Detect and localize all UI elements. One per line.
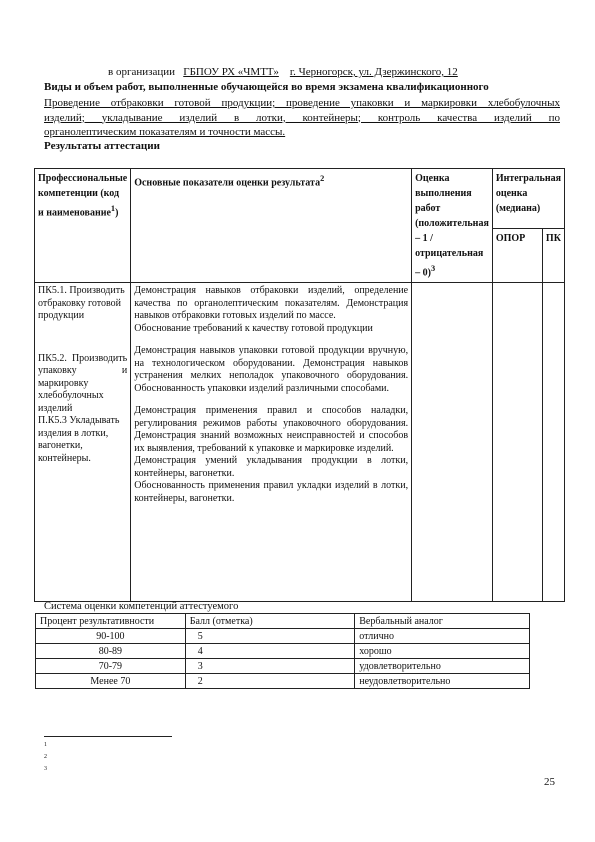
page-number: 25 <box>544 776 555 788</box>
org-name: ГБПОУ РХ «ЧМТТ» <box>183 66 279 78</box>
competence-cell <box>35 283 131 602</box>
header-assessment: Оценка выполнения работ (положительная – 1 / отрицательная – 0)$^3$ <box>412 169 493 283</box>
header-competence: Профессиональные компетенции (код и наименование$^1$) <box>35 169 131 283</box>
indicator-item: Демонстрация применения правил и способов наладки, регулирования режимов работы упаковочного оборудования. Демонстрация знаний возможных неисправностей и способов их выявления, требований к упаковке и маркировке изделий. <box>134 405 409 454</box>
grading-verbal: удовлетворительно <box>355 659 530 674</box>
header-opor: ОПОР <box>492 229 542 283</box>
works-description <box>44 96 560 140</box>
works-line: Проведение отбраковки готовой продукции; проведение упаковки и маркировки хлебобулочных <box>44 97 560 109</box>
org-prefix: в организации <box>108 66 175 78</box>
grading-header-row <box>36 614 530 629</box>
grading-verbal: неудовлетворительно <box>355 674 530 689</box>
results-table <box>34 168 565 602</box>
org-address: г. Черногорск, ул. Дзержинского, 12 <box>289 66 458 78</box>
indicator-item: Демонстрация навыков отбраковки изделий, определение качества по органолептическим показателям. Демонстрация навыков отбраковки готовых изделий по массе. <box>134 285 409 322</box>
pk-cell[interactable] <box>542 283 564 602</box>
grading-header: Процент результативности <box>36 614 186 629</box>
indicator-item: Демонстрация умений укладывания продукции в лотки, контейнеры, вагонетки. <box>134 455 409 479</box>
grading-percent: 80-89 <box>36 644 186 659</box>
assessment-cell[interactable] <box>412 283 493 602</box>
indicator-item: Демонстрация навыков упаковки готовой продукции вручную, на технологическом оборудовании. Демонстрация навыков устранения мелких неполадок упаковочного оборудования. Обоснованность упаковки изделий различными способами. <box>134 345 409 394</box>
footnote-marker: 2 <box>44 754 47 760</box>
opor-cell[interactable] <box>492 283 542 602</box>
results-heading: Результаты аттестации <box>44 140 160 152</box>
indicator-item: Обоснование требований к качеству готовой продукции <box>134 322 373 334</box>
grading-percent: Менее 70 <box>36 674 186 689</box>
competence-item: ПК5.2. Производить упаковку и маркировку хлебобулочных изделий <box>38 352 128 414</box>
grading-score: 2 <box>185 674 355 689</box>
footnote-separator <box>44 736 172 737</box>
grading-percent: 70-79 <box>36 659 186 674</box>
grading-verbal: отлично <box>355 629 530 644</box>
works-line: органолептическим показателям и точности массы. <box>44 126 286 138</box>
footnote-marker: 3 <box>44 766 47 772</box>
grading-row <box>36 674 530 689</box>
grading-table <box>35 613 530 689</box>
grading-score: 3 <box>185 659 355 674</box>
header-integral: Интегральная оценка (медиана) <box>492 169 564 229</box>
grading-row <box>36 629 530 644</box>
grading-percent: 90-100 <box>36 629 186 644</box>
grading-score: 4 <box>185 644 355 659</box>
grading-row <box>36 659 530 674</box>
works-heading: Виды и объем работ, выполненные обучающейся во время экзамена квалификационного <box>44 81 489 93</box>
grading-row <box>36 644 530 659</box>
competence-item: ПК5.1. Производить отбраковку готовой продукции <box>38 285 125 322</box>
header-pk: ПК <box>542 229 564 283</box>
competence-item: П.К5.3 Укладывать изделия в лотки, вагонетки, контейнеры. <box>38 415 120 464</box>
grading-score: 5 <box>185 629 355 644</box>
grading-header: Балл (отметка) <box>185 614 355 629</box>
header-indicators: Основные показатели оценки результата$^2$ <box>131 169 412 283</box>
organization-line <box>108 66 458 78</box>
grading-title: Система оценки компетенций аттестуемого <box>44 601 239 612</box>
footnote-marker: 1 <box>44 742 47 748</box>
grading-header: Вербальный аналог <box>355 614 530 629</box>
grading-verbal: хорошо <box>355 644 530 659</box>
works-line: изделий; укладывание изделий в лотки, контейнеры; контроль качества изделий по <box>44 111 560 124</box>
indicators-cell <box>131 283 412 602</box>
indicator-item: Обоснованность применения правил укладки изделий в лотки, контейнеры, вагонетки. <box>134 480 409 504</box>
